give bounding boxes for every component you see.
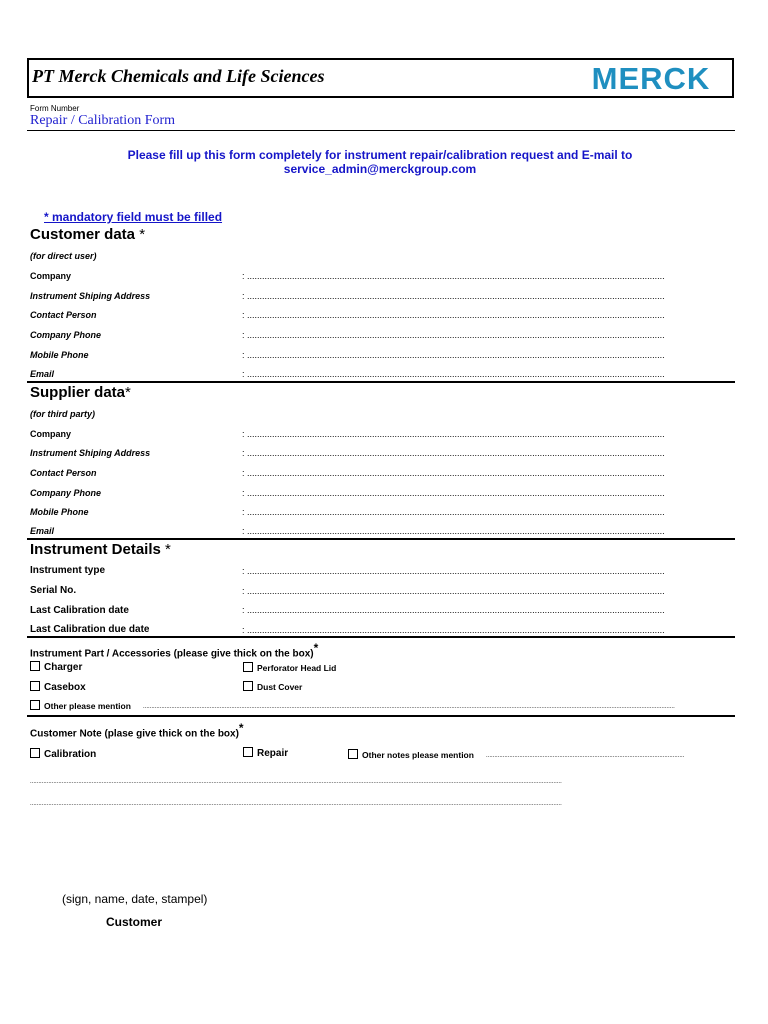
supplier-mobile-label: Mobile Phone [30, 507, 89, 517]
customer-phone-label: Company Phone [30, 330, 102, 340]
logo-text: MERCK [591, 62, 711, 94]
other-part-checkbox[interactable]: Other please mention [30, 700, 131, 711]
supplier-address-field[interactable]: : ..... [242, 448, 664, 458]
supplier-mobile-field[interactable]: : ..... [242, 507, 664, 517]
customer-mobile-label: Mobile Phone [30, 350, 89, 360]
merck-logo [573, 62, 729, 94]
checkbox-icon[interactable] [348, 749, 358, 759]
repair-checkbox[interactable]: Repair [243, 747, 288, 759]
customer-phone-field[interactable]: : ..... [242, 330, 664, 340]
customer-address-field[interactable]: : ..... [242, 291, 664, 301]
serial-no-field[interactable]: : ..... [242, 586, 664, 596]
form-title: Repair / Calibration Form [30, 113, 176, 128]
casebox-checkbox[interactable]: Casebox [30, 681, 86, 693]
customer-contact-label: Contact Person [30, 310, 97, 320]
other-notes-field[interactable] [486, 753, 684, 759]
supplier-divider [27, 538, 735, 540]
form-number-label: Form Number [30, 104, 80, 113]
supplier-email-field[interactable]: : ..... [242, 526, 664, 536]
company-title: PT Merck Chemicals and Life Sciences [32, 66, 325, 86]
checkbox-icon[interactable] [243, 747, 253, 757]
instrument-divider [27, 636, 735, 638]
supplier-phone-field[interactable]: : ..... [242, 488, 664, 498]
supplier-phone-label: Company Phone [30, 488, 102, 498]
checkbox-icon[interactable] [30, 700, 40, 710]
signature-role: Customer [106, 915, 163, 929]
parts-divider [27, 715, 735, 717]
instruction-text [100, 148, 660, 176]
supplier-contact-label: Contact Person [30, 468, 97, 478]
customer-section-title: Customer data * [30, 226, 146, 243]
instrument-type-label: Instrument type [30, 565, 106, 576]
instruction-line-1: Please fill up this form completely for instrument repair/calibration request and E-mail to [127, 148, 633, 162]
supplier-contact-field[interactable]: : ..... [242, 468, 664, 478]
instruction-email[interactable]: service_admin@merckgroup.com [283, 162, 477, 176]
calibration-checkbox[interactable]: Calibration [30, 748, 96, 760]
checkbox-icon[interactable] [243, 681, 253, 691]
customer-contact-field[interactable]: : ..... [242, 310, 664, 320]
perforator-checkbox[interactable]: Perforator Head Lid [243, 662, 336, 673]
title-divider [27, 130, 735, 131]
checkbox-icon[interactable] [30, 748, 40, 758]
merck-logo-icon [573, 62, 729, 94]
instrument-type-field[interactable]: : ..... [242, 566, 664, 576]
checkbox-icon[interactable] [30, 681, 40, 691]
customer-note-title: Customer Note (plase give thick on the box)* [30, 721, 244, 740]
calibration-due-field[interactable]: : ..... [242, 625, 664, 635]
customer-email-label: Email [30, 369, 55, 379]
mandatory-note: * mandatory field must be filled [44, 210, 223, 224]
customer-company-field[interactable]: : ..... [242, 271, 664, 281]
dust-cover-checkbox[interactable]: Dust Cover [243, 681, 302, 692]
parts-section-title: Instrument Part / Accessories (please give thick on the box)* [30, 641, 319, 660]
supplier-note: (for third party) [30, 409, 95, 419]
checkbox-icon[interactable] [30, 661, 40, 671]
customer-email-field[interactable]: : ..... [242, 369, 664, 379]
other-notes-checkbox[interactable]: Other notes please mention [348, 749, 474, 760]
notes-line-2[interactable] [30, 801, 680, 807]
customer-address-label: Instrument Shiping Address [30, 291, 151, 301]
serial-no-label: Serial No. [30, 585, 77, 596]
last-calibration-field[interactable]: : ..... [242, 605, 664, 615]
notes-line-1[interactable] [30, 779, 680, 785]
signature-instruction: (sign, name, date, stampel) [62, 892, 208, 906]
supplier-address-label: Instrument Shiping Address [30, 448, 151, 458]
last-calibration-label: Last Calibration date [30, 605, 129, 616]
charger-checkbox[interactable]: Charger [30, 661, 82, 673]
instrument-section-title: Instrument Details * [30, 541, 171, 558]
customer-company-label: Company [30, 271, 72, 281]
supplier-section-title: Supplier data* [30, 384, 131, 401]
customer-mobile-field[interactable]: : ..... [242, 350, 664, 360]
customer-note: (for direct user) [30, 251, 97, 261]
calibration-due-label: Last Calibration due date [30, 624, 150, 635]
supplier-company-label: Company [30, 429, 72, 439]
supplier-email-label: Email [30, 526, 55, 536]
other-part-field[interactable] [143, 704, 675, 710]
customer-divider [27, 381, 735, 383]
supplier-company-field[interactable]: : ..... [242, 429, 664, 439]
checkbox-icon[interactable] [243, 662, 253, 672]
